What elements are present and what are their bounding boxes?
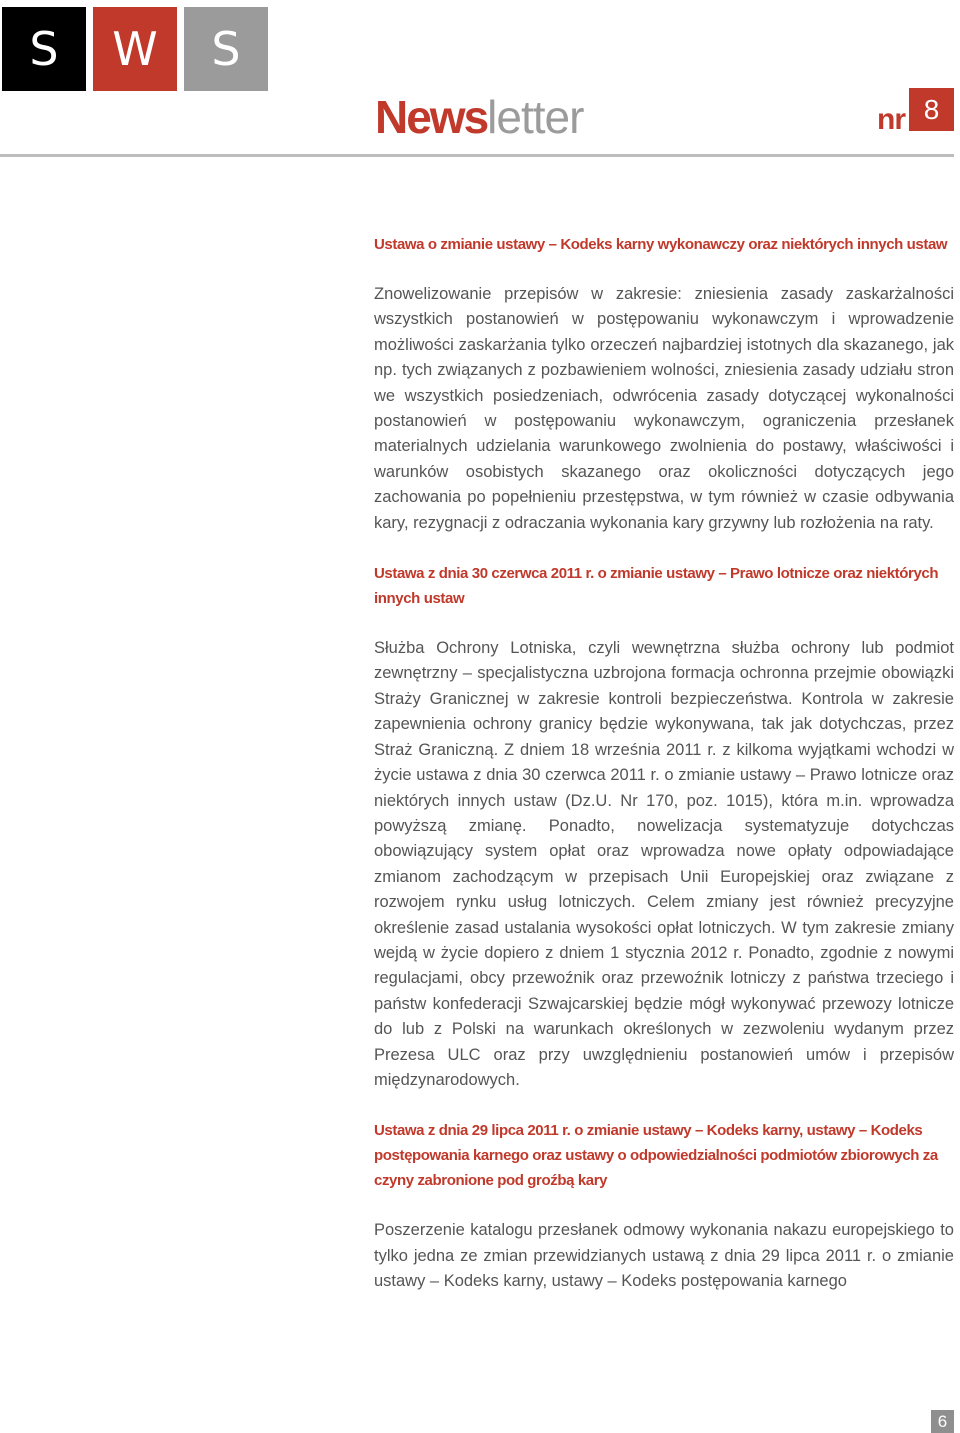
logo-letter-s2: S <box>184 7 268 91</box>
masthead-news: News <box>375 91 488 143</box>
logo-letter-w: W <box>93 7 177 91</box>
issue-label: nr <box>877 103 905 136</box>
logo <box>2 7 268 91</box>
masthead-title <box>375 92 583 142</box>
section-heading: Ustawa z dnia 29 lipca 2011 r. o zmianie ustawy – Kodeks karny, ustawy – Kodeks postępowania karnego oraz ustawy o odpowiedzialności podmiotów zbiorowych za czyny zabronione pod groźbą kary <box>374 1122 938 1190</box>
article-column <box>374 232 954 1295</box>
section-heading: Ustawa z dnia 30 czerwca 2011 r. o zmianie ustawy – Prawo lotnicze oraz niektórych innych ustaw <box>374 565 939 608</box>
section-paragraph: Poszerzenie katalogu przesłanek odmowy wykonania nakazu europejskiego to tylko jedna ze zmian przewidzianych ustawą z dnia 29 lipca 2011 r. o zmianie ustawy – Kodeks karny, ustawy – Kodeks postępowania karnego <box>374 1221 954 1291</box>
section-heading: Ustawa o zmianie ustawy – Kodeks karny wykonawczy oraz niektórych innych ustaw <box>374 236 948 253</box>
masthead-letter: letter <box>487 91 584 143</box>
section-paragraph: Służba Ochrony Lotniska, czyli wewnętrzna służba ochrony lub podmiot zewnętrzny – specjalistyczna uzbrojona formacja ochronna przejmie obowiązki Straży Granicznej w zakresie kontroli bezpieczeństwa. Kontrola w zakresie zapewnienia ochrony granicy będzie wykonywana, tak jak dotychczas, przez Straż Graniczną. Z dniem 18 września 2011 r. z kilkoma wyjątkami wchodzi w życie ustawa z dnia 30 czerwca 2011 r. o zmianie ustawy – Prawo lotnicze oraz niektórych innych ustaw (Dz.U. Nr 170, poz. 1015), która m.in. wprowadza powyższą zmianę. Ponadto, nowelizacja systematyzuje dotychczas obowiązujący system opłat oraz wprowadza nowe opłaty odpowiadające zmianom zachodzącym w przepisach Unii Europejskiej oraz związane z rozwojem rynku usług lotniczych. Celem zmiany jest również precyzyjne określenie zasad ustalania wysokości opłat lotniczych. W tym zakresie zmiany wejdą w życie dopiero z dniem 1 stycznia 2012 r. Ponadto, zgodnie z nowymi regulacjami, obcy przewoźnik oraz przewoźnik lotniczy z państwa trzeciego i państw konfederacji Szwajcarskiej będzie mógł wykonywać przewozy lotnicze do lub z Polski na warunkach określonych w zezwoleniu wydanym przez Prezesa ULC oraz przy uwzględnieniu postanowień umów i przepisów międzynarodowych. <box>374 639 954 1089</box>
page-number: 6 <box>931 1410 954 1433</box>
masthead-divider <box>0 154 954 157</box>
logo-letter-s1: S <box>2 7 86 91</box>
issue-number: 8 <box>909 88 954 131</box>
section-paragraph: Znowelizowanie przepisów w zakresie: zniesienia zasady zaskarżalności wszystkich postanowień w postępowaniu wykonawczym i wprowadzenie możliwości zaskarżania tylko orzeczeń najbardziej istotnych dla skazanego, jak np. tych związanych z pozbawieniem wolności, zniesienia zasady udziału stron we wszystkich posiedzeniach, odwrócenia zasady dotyczącej wykonalności postanowień w postępowaniu wykonawczym, ograniczenia przesłanek materialnych udzielania warunkowego zwolnienia do postawy, właściwości i warunków osobistych skazanego oraz okoliczności dotyczących jego zachowania po popełnieniu przestępstwa, w tym również w czasie odbywania kary, rezygnacji z odraczania wykonania kary grzywny lub rozłożenia na raty. <box>374 285 954 532</box>
